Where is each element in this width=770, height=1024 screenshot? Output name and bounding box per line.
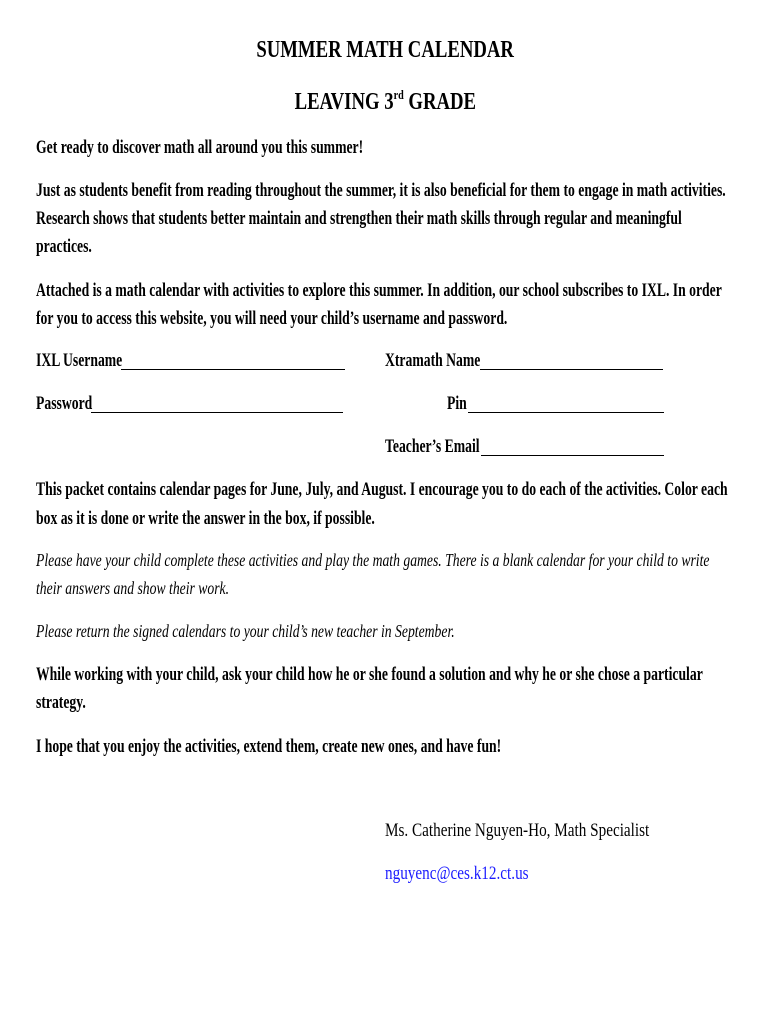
teacher-email-label: Teacher’s Email (385, 436, 480, 457)
intro-line: Get ready to discover math all around you this summer! (36, 137, 364, 158)
xtramath-name-blank[interactable] (480, 353, 663, 370)
closing-line: I hope that you enjoy the activities, extend them, create new ones, and have fun! (36, 736, 502, 757)
para4-line-2: strategy. (36, 692, 86, 713)
pin-blank[interactable] (468, 396, 664, 413)
para1-line-2: Research shows that students better maintain and strengthen their math skills through regular and meaningful (36, 208, 682, 229)
page-subtitle (0, 87, 770, 115)
ixl-username-blank[interactable] (121, 353, 345, 370)
xtramath-name-label: Xtramath Name (385, 350, 481, 371)
para2-line-1: Attached is a math calendar with activities to explore this summer. In addition, our school subscribes to IXL. In order (36, 280, 722, 301)
subtitle-sup: rd (393, 87, 404, 102)
page-title: SUMMER MATH CALENDAR (256, 37, 514, 63)
password-label: Password (36, 393, 93, 414)
ixl-username-label: IXL Username (36, 350, 123, 371)
signature-name: Ms. Catherine Nguyen-Ho, Math Specialist (385, 820, 650, 841)
signature-email-link[interactable]: nguyenc@ces.k12.ct.us (385, 863, 529, 884)
subtitle-suffix: GRADE (403, 89, 476, 115)
italic2-line: Please return the signed calendars to your child’s new teacher in September. (36, 621, 455, 641)
italic1-line-1: Please have your child complete these activities and play the math games. There is a blank calendar for your child to write (36, 550, 710, 570)
para2-line-2: for you to access this website, you will need your child’s username and password. (36, 308, 508, 329)
para3-line-1: This packet contains calendar pages for June, July, and August. I encourage you to do each of the activities. Color each (36, 479, 728, 500)
para4-line-1: While working with your child, ask your child how he or she found a solution and why he or she chose a particular (36, 664, 703, 685)
pin-label: Pin (447, 393, 467, 414)
para1-line-1: Just as students benefit from reading throughout the summer, it is also beneficial for them to engage in math activities. (36, 180, 726, 201)
para3-line-2: box as it is done or write the answer in the box, if possible. (36, 508, 375, 529)
subtitle-prefix: LEAVING 3 (294, 89, 394, 115)
italic1-line-2: their answers and show their work. (36, 578, 230, 598)
password-blank[interactable] (91, 396, 343, 413)
teacher-email-blank[interactable] (481, 439, 664, 456)
para1-line-3: practices. (36, 236, 92, 257)
